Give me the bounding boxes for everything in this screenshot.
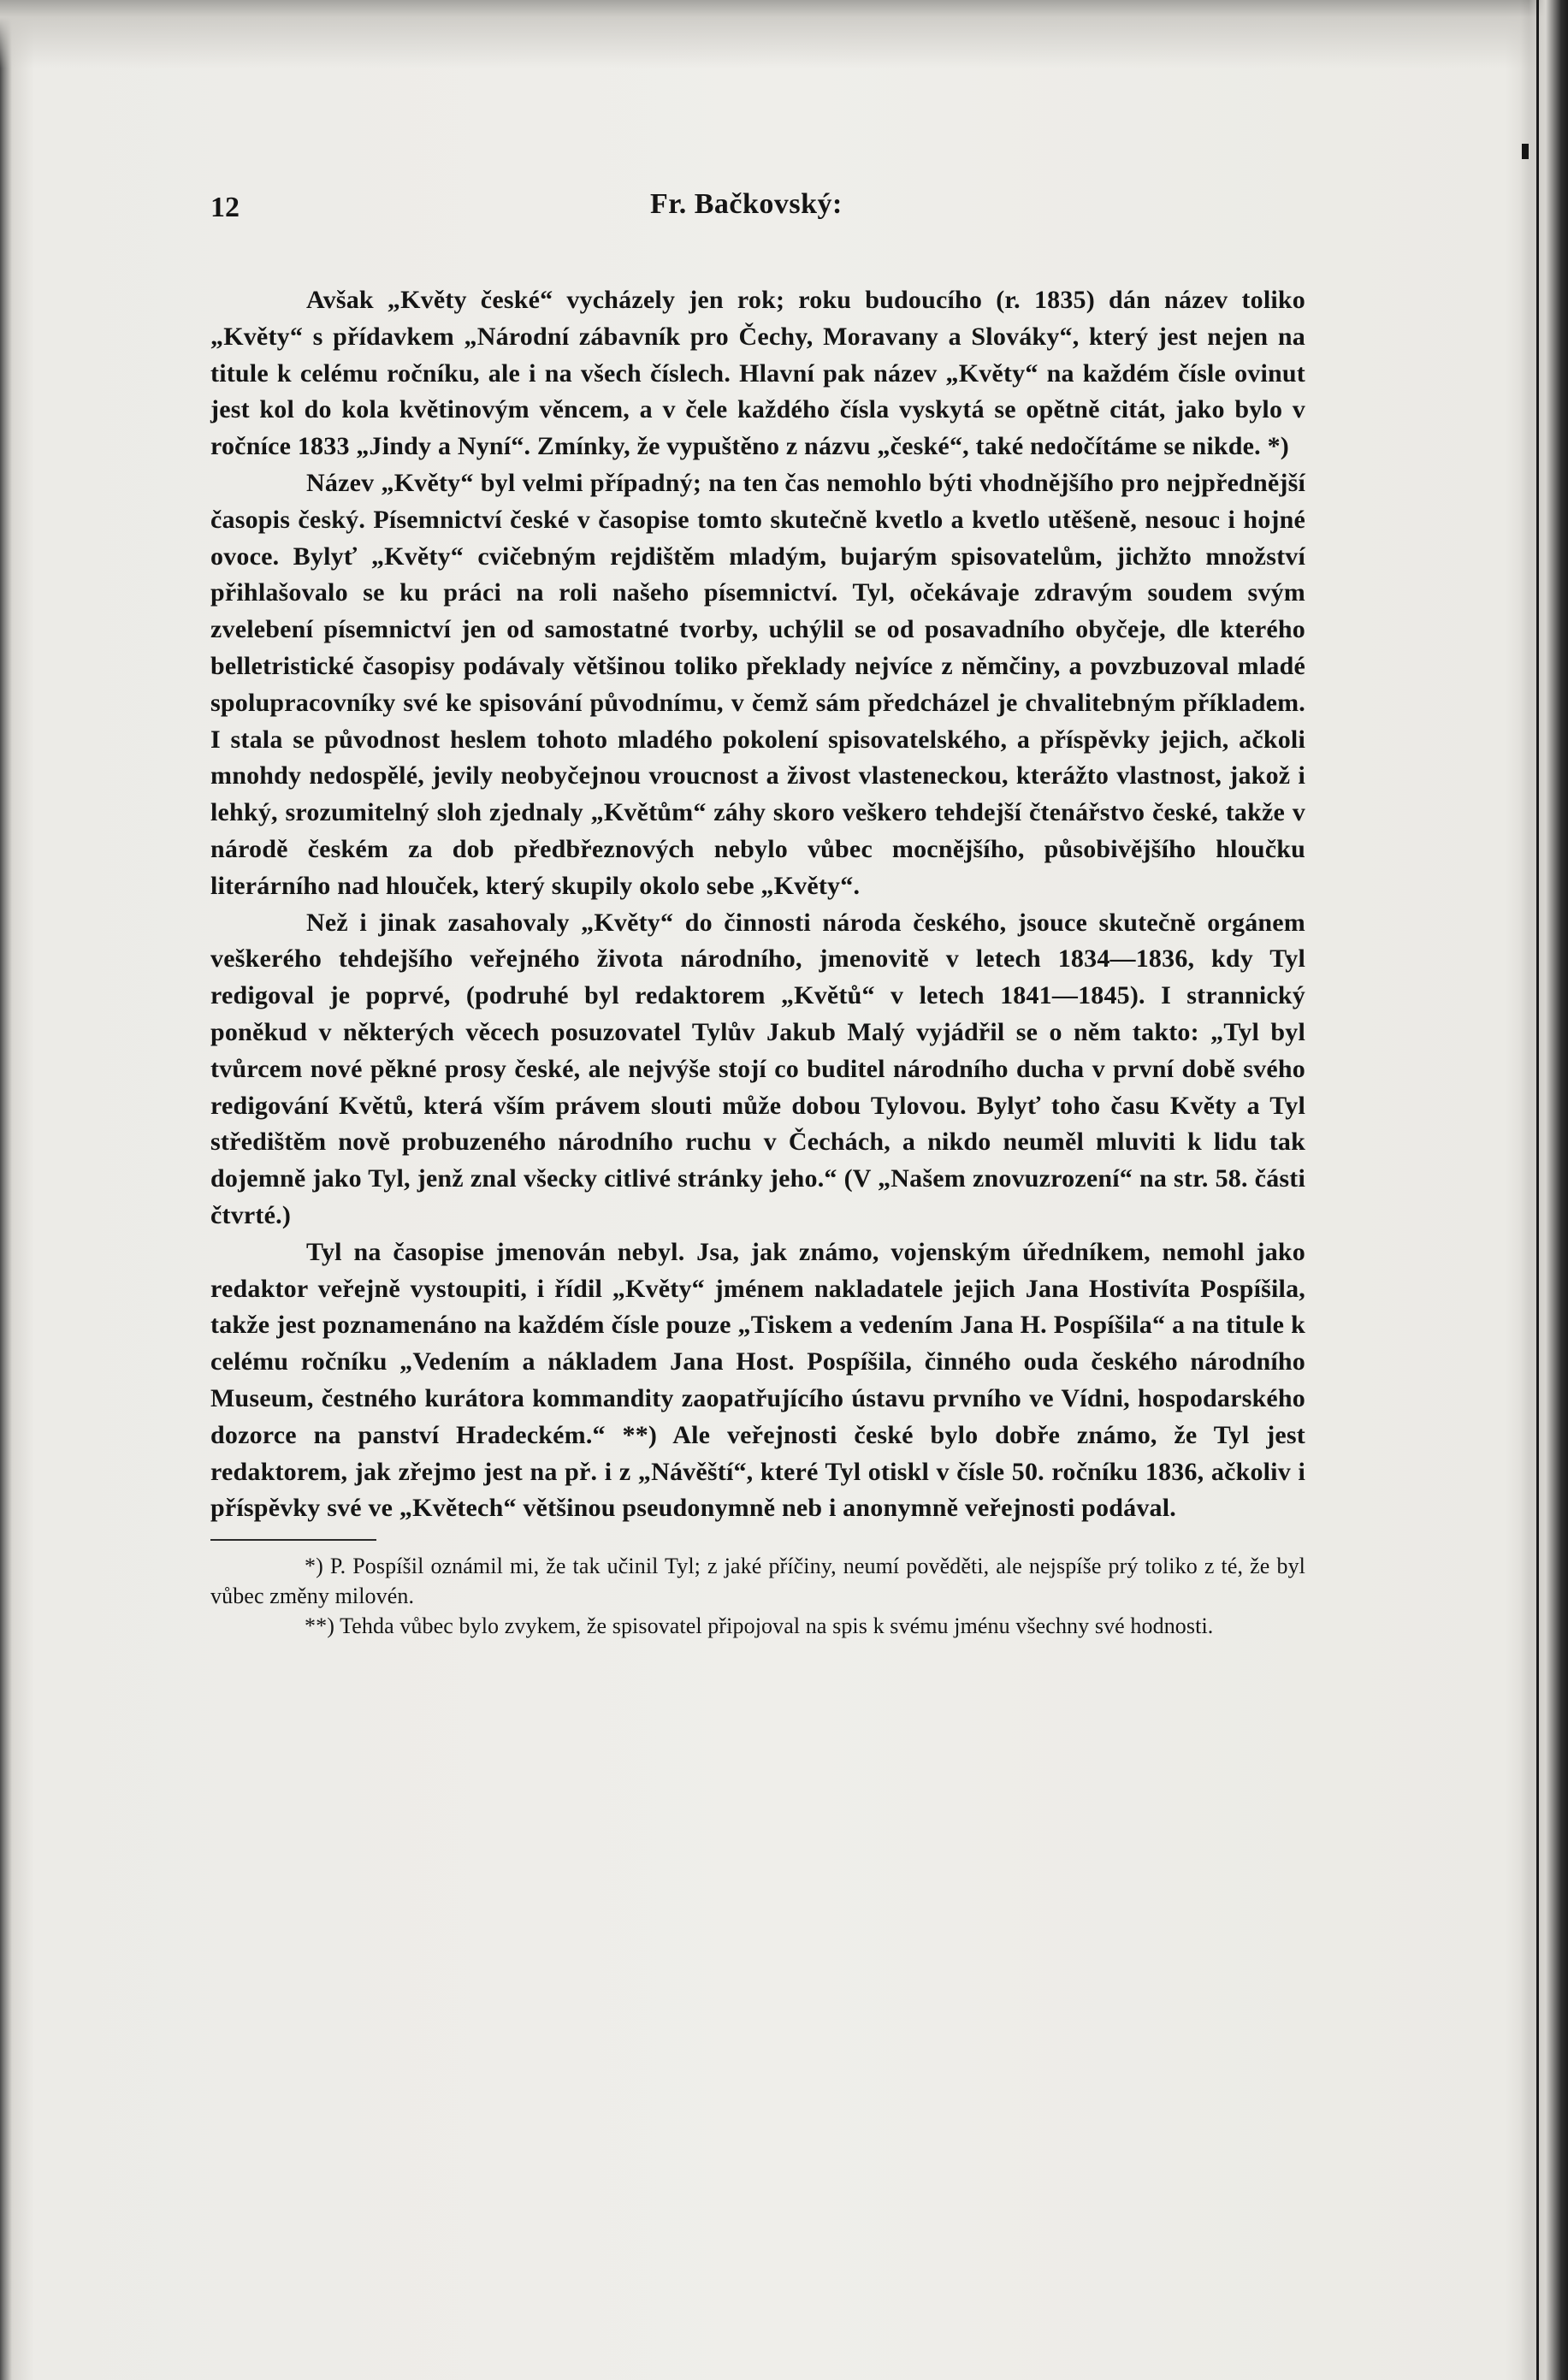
page-number: 12: [210, 192, 240, 223]
paragraph-1: Avšak „Květy české“ vycházely jen rok; roku budoucího (r. 1835) dán název toliko „Květy“ s přídavkem „Národní zábavník pro Čechy, Moravany a Slováky“, který jest nejen na titule k celému ročníku, ale i na všech číslech. Hlavní pak název „Květy“ na každém čísle ovinut jest kol do kola květinovým věncem, a v čele každého čísla vyskytá se opětně citát, jako bylo v ročníce 1833 „Jindy a Nyní“. Zmínky, že vypuštěno z názvu „české“, také nedočítáme se nikde. *): [210, 286, 1305, 461]
footnote-2: **) Tehda vůbec bylo zvykem, že spisovatel připojoval na spis k svému jménu všechny své hodnosti.: [305, 1613, 1214, 1639]
footnote-divider: [210, 1539, 376, 1541]
scan-right-edge: [1520, 0, 1568, 2380]
paragraph-4: Tyl na časopise jmenován nebyl. Jsa, jak známo, vojenským úředníkem, nemohl jako redaktor veřejně vystoupiti, i řídil „Květy“ jménem nakladatele jejich Jana Hostivíta Pospíšila, takže jest poznamenáno na každém čísle pouze „Tiskem a vedením Jana H. Pospíšila“ a na titule k celému ročníku „Vedením a nákladem Jana Host. Pospíšila, činného ouda českého národního Museum, čestného kurátora kommandity zaopatřujícího ústavu prvního ve Vídni, hospodarského dozorce na panství Hradeckém.“ **) Ale veřejnosti české bylo dobře známo, že Tyl jest redaktorem, jak zřejmo jest na př. i z „Návěští“, které Tyl otiskl v čísle 50. ročníku 1836, ačkoliv i příspěvky své ve „Květech“ většinou pseudonymně neb i anonymně veřejnosti podával.: [210, 1237, 1305, 1523]
scan-binding-line: [1536, 0, 1539, 2380]
scan-edge-mark: [1522, 144, 1529, 159]
running-head: Fr. Bačkovský:: [650, 188, 843, 220]
footnote-1: *) P. Pospíšil oznámil mi, že tak učinil Tyl; z jaké příčiny, neumí pověděti, ale nejspíše prý toliko z té, že byl vůbec změny milovén.: [210, 1554, 1305, 1609]
book-page: [210, 188, 1305, 1641]
page-header: [210, 188, 1305, 236]
footnotes: [210, 1551, 1305, 1641]
scan-top-shadow: [0, 0, 1568, 68]
main-text: [210, 282, 1305, 1527]
paragraph-3: Než i jinak zasahovaly „Květy“ do činnosti národa českého, jsouce skutečně orgánem veškerého tehdejšího veřejného života národního, jmenovitě v letech 1834—1836, kdy Tyl redigoval je poprvé, (podruhé byl redaktorem „Květů“ v letech 1841—1845). I strannický poněkud v některých věcech posuzovatel Tylův Jakub Malý vyjádřil se o něm takto: „Tyl byl tvůrcem nové pěkné prosy české, ale nejvýše stojí co buditel národního ducha v první době svého redigování Květů, která vším právem slouti může dobou Tylovou. Bylyť toho času Květy a Tyl středištěm nově probuzeného národního ruchu v Čechách, a nikdo neuměl mluviti k lidu tak dojemně jako Tyl, jenž znal všecky citlivé stránky jeho.“ (V „Našem znovuzrození“ na str. 58. části čtvrté.): [210, 908, 1305, 1229]
paragraph-2: Název „Květy“ byl velmi případný; na ten čas nemohlo býti vhodnějšího pro nejpřednější časopis český. Písemnictví české v časopise tomto skutečně kvetlo a kvetlo utěšeně, nesouc i hojné ovoce. Bylyť „Květy“ cvičebným rejdištěm mladým, bujarým spisovatelům, jichžto množství přihlašovalo se ku práci na roli našeho písemnictví. Tyl, očekávaje zdravým soudem svým zvelebení písemnictví jen od samostatné tvorby, uchýlil se od posavadního obyčeje, dle kterého belletristické časopisy podávaly většinou toliko překlady nejvíce z němčiny, a povzbuzoval mladé spolupracovníky své ke spisování původnímu, v čemž sám předcházel je chvalitebným příkladem. I stala se původnost heslem tohoto mladého pokolení spisovatelského, a příspěvky jejich, ačkoli mnohdy nedospělé, jevily neobyčejnou vroucnost a živost vlasteneckou, kterážto vlastnost, jakož i lehký, srozumitelný sloh zjednaly „Květům“ záhy skoro veškero tehdejší čtenářstvo české, takže v národě českém za dob předbřeznových nebylo vůbec mocnějšího, působivějšího hloučku literárního nad hlouček, který skupily okolo sebe „Květy“.: [210, 468, 1305, 900]
